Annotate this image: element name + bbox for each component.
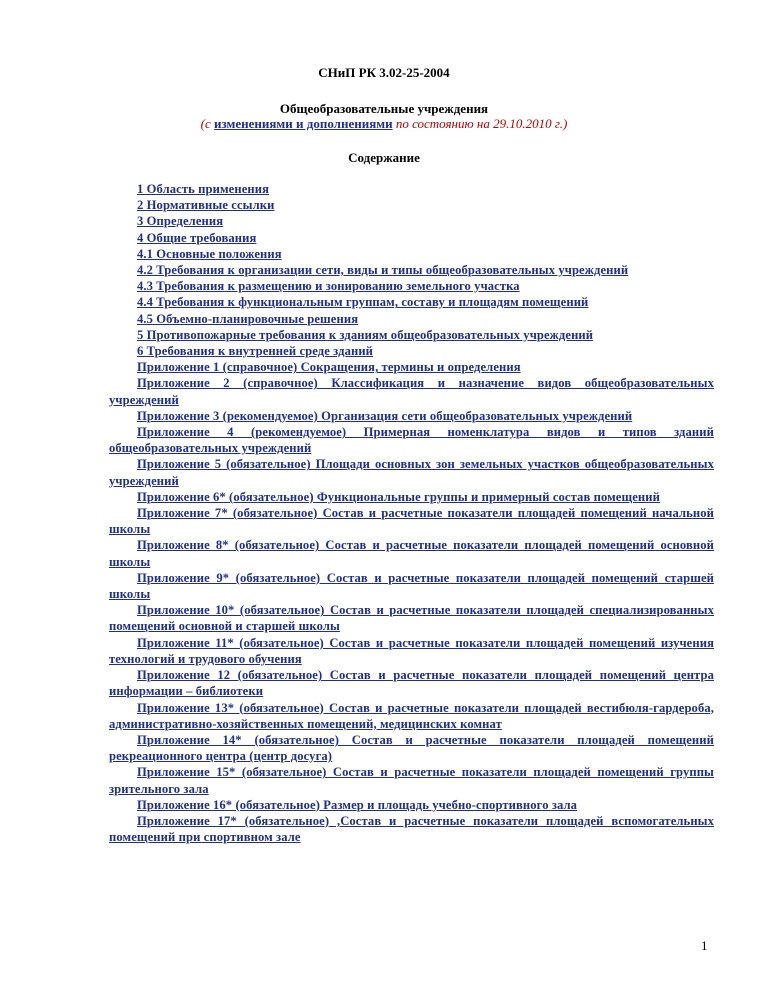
toc-link[interactable]: 4.2 Требования к организации сети, виды и типы общеобразовательных учреждений xyxy=(137,263,629,278)
toc-link[interactable]: 3 Определения xyxy=(137,214,224,229)
toc-link[interactable]: 6 Требования к внутренней среде зданий xyxy=(137,344,374,359)
toc-link[interactable]: 1 Область применения xyxy=(137,182,270,196)
toc-link[interactable]: 4 Общие требования xyxy=(137,230,257,245)
toc-link[interactable]: 2 Нормативные ссылки xyxy=(137,198,275,213)
toc-link[interactable]: Приложение 16* (обязательное) Размер и площадь учебно-спортивного зала xyxy=(137,797,578,812)
toc-link[interactable]: Приложение 2 (справочное) Классификация и назначение видов общеобразовательных учреждений xyxy=(109,376,714,407)
toc-heading: Содержание xyxy=(348,150,420,165)
toc-link[interactable]: 5 Противопожарные требования к зданиям общеобразовательных учреждений xyxy=(137,327,594,342)
changes-open-text: (с xyxy=(200,116,214,131)
toc-link[interactable]: 4.1 Основные положения xyxy=(137,246,282,261)
toc-link[interactable]: Приложение 7* (обязательное) Состав и расчетные показатели площадей помещений начальной школы xyxy=(109,506,714,537)
document-code: СНиП РК 3.02-25-2004 xyxy=(318,65,450,80)
toc-link[interactable]: Приложение 11* (обязательное) Состав и расчетные показатели площадей помещений изучения технологий и трудового обучения xyxy=(109,635,714,666)
toc-link[interactable]: Приложение 8* (обязательное) Состав и расчетные показатели площадей помещений основной школы xyxy=(109,538,714,569)
changes-date-text: по состоянию на 29.10.2010 г.) xyxy=(392,116,568,131)
page-number: 1 xyxy=(701,938,708,953)
toc-link[interactable]: Приложение 15* (обязательное) Состав и расчетные показатели площадей помещений группы зрительного зала xyxy=(109,765,714,796)
toc-link[interactable]: Приложение 6* (обязательное) Функциональные группы и примерный состав помещений xyxy=(137,489,660,504)
toc-link[interactable]: 4.3 Требования к размещению и зонированию земельного участка xyxy=(137,279,520,294)
document-title: Общеобразовательные учреждения xyxy=(279,101,489,116)
toc-link[interactable]: Приложение 1 (справочное) Сокращения, термины и определения xyxy=(137,360,521,375)
table-of-contents xyxy=(109,181,714,845)
toc-link[interactable]: 4.4 Требования к функциональным группам, составу и площадям помещений xyxy=(137,295,589,310)
toc-link[interactable]: Приложение 13* (обязательное) Состав и расчетные показатели площадей вестибюля-гардероба, административно-хозяйственных помещений, медицинских комнат xyxy=(109,700,714,731)
toc-link[interactable]: 4.5 Объемно-планировочные решения xyxy=(137,311,359,326)
toc-link[interactable]: Приложение 17* (обязательное) ,Состав и расчетные показатели площадей вспомогательных помещений при спортивном зале xyxy=(109,813,714,845)
toc-link[interactable]: Приложение 4 (рекомендуемое) Примерная номенклатура видов и типов зданий общеобразовательных учреждений xyxy=(109,425,714,456)
changes-link[interactable]: изменениями и дополнениями xyxy=(214,116,393,131)
toc-link[interactable]: Приложение 5 (обязательное) Площади основных зон земельных участков общеобразовательных учреждений xyxy=(109,457,714,488)
toc-link[interactable]: Приложение 14* (обязательное) Состав и расчетные показатели площадей помещений рекреационного центра (центр досуга) xyxy=(109,732,714,764)
toc-link[interactable]: Приложение 3 (рекомендуемое) Организация сети общеобразовательных учреждений xyxy=(137,408,633,423)
toc-link[interactable]: Приложение 10* (обязательное) Состав и расчетные показатели площадей специализированных помещений основной и старшей школы xyxy=(109,603,714,634)
toc-link[interactable]: Приложение 9* (обязательное) Состав и расчетные показатели площадей помещений старшей школы xyxy=(109,570,714,602)
toc-link[interactable]: Приложение 12 (обязательное) Состав и расчетные показатели площадей помещений центра информации – библиотеки xyxy=(109,668,714,699)
document-changes-note xyxy=(0,116,768,132)
